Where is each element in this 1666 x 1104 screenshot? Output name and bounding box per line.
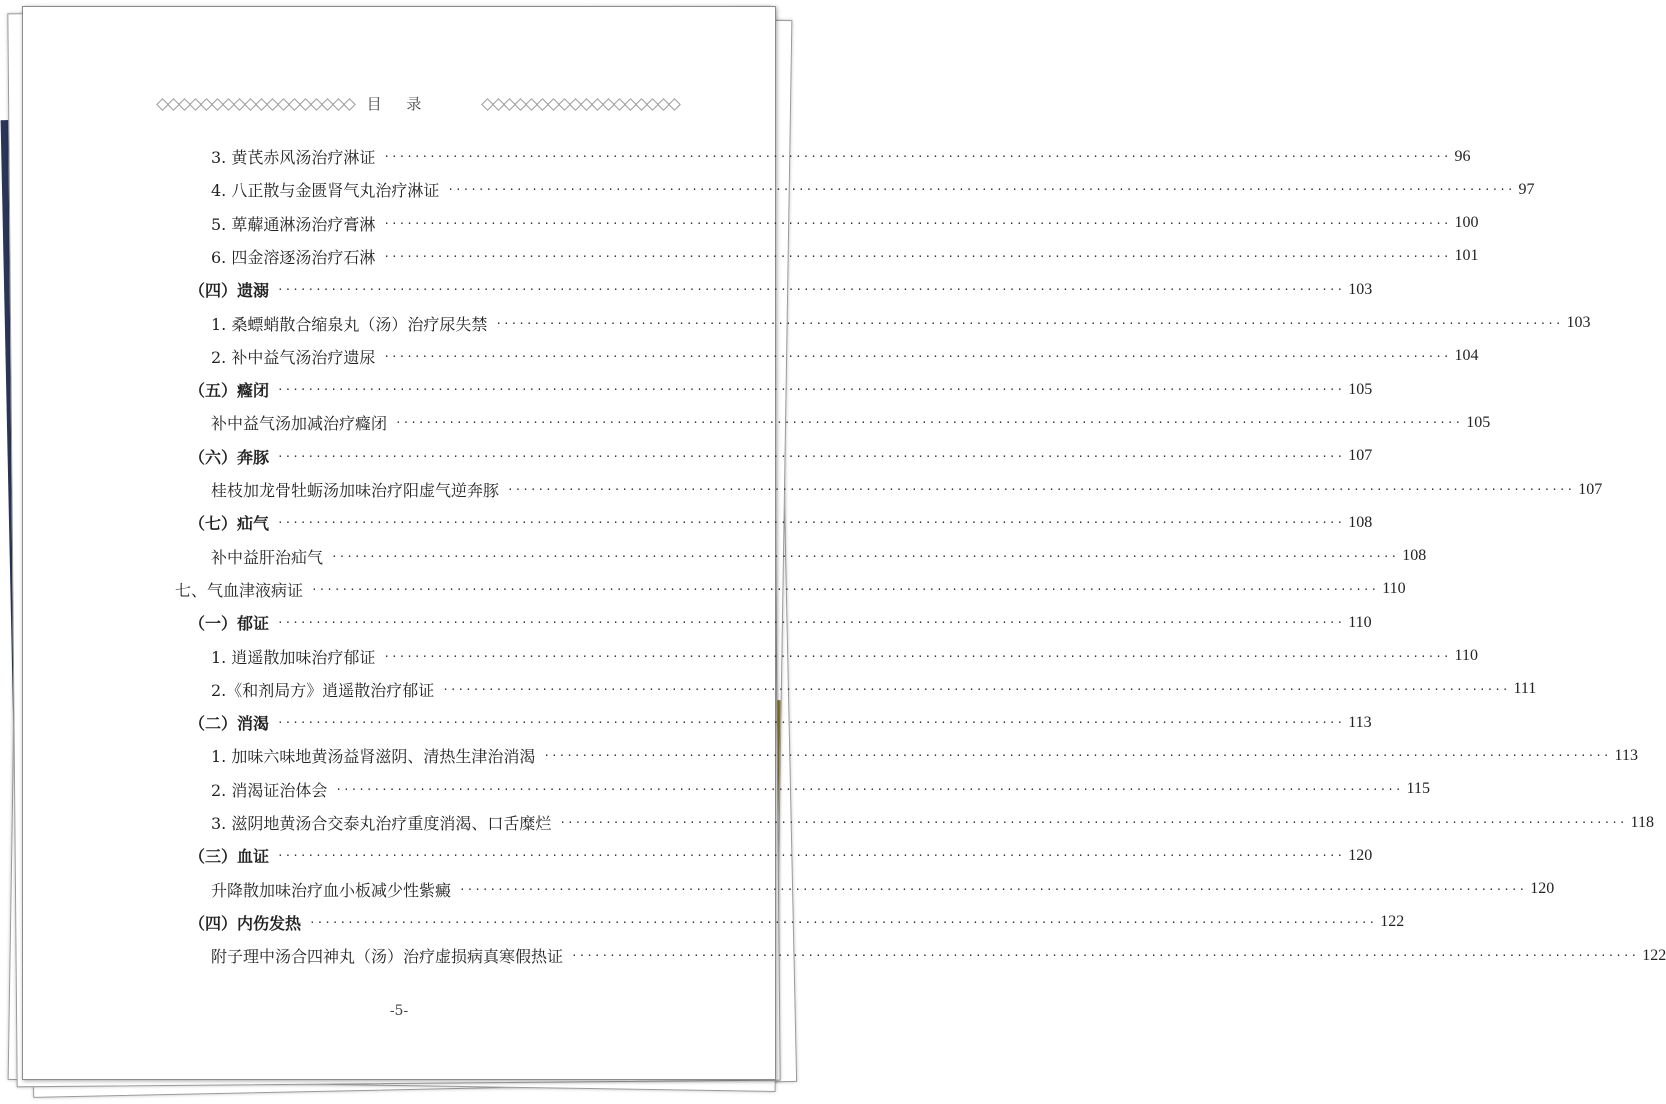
toc-entry-page: 113 (1348, 713, 1372, 731)
leader-dots: ············································································································································ (383, 349, 1451, 363)
toc-entry[interactable] (211, 473, 1603, 506)
toc-entry-title: 桂枝加龙骨牡蛎汤加味治疗阳虚气逆奔豚 (211, 481, 500, 500)
toc-entry-page: 120 (1530, 880, 1555, 898)
leader-dots: ············································································································································ (277, 849, 1345, 863)
toc-entry-page: 105 (1348, 380, 1373, 398)
toc-entry[interactable] (211, 307, 1591, 340)
leader-dots: ············································································································································ (383, 249, 1451, 263)
toc-entry-title: 5. 萆薢通淋汤治疗膏淋 (211, 214, 376, 234)
toc-entry[interactable] (211, 806, 1654, 839)
leader-dots: ············································································································································ (507, 483, 1575, 496)
toc-entry[interactable] (211, 140, 1471, 173)
leader-dots: ············································································································································ (309, 915, 1377, 929)
toc-entry-title: （三）血证 (189, 847, 270, 867)
toc-entry-page: 115 (1406, 780, 1430, 798)
page-header (23, 93, 775, 117)
toc-entry-page: 103 (1348, 280, 1373, 298)
toc-entry-title: （四）内伤发热 (189, 913, 302, 933)
toc-entry[interactable] (175, 573, 1406, 606)
toc-entry[interactable] (211, 939, 1666, 972)
leader-dots: ············································································································································ (442, 682, 1510, 696)
toc-entry-title: 4. 八正散与金匮肾气丸治疗淋证 (211, 181, 440, 201)
toc-entry-page: 122 (1380, 913, 1405, 931)
leader-dots: ············································································································································ (277, 616, 1345, 630)
toc-entry-page: 96 (1454, 147, 1471, 165)
toc-entry[interactable] (211, 406, 1491, 439)
page-title: 目 录 (366, 95, 432, 113)
leader-dots: ············································································································································ (277, 449, 1345, 463)
toc-entry-title: 2.《和剂局方》逍遥散治疗郁证 (211, 680, 435, 700)
toc-entry-title: 2. 消渴证治体会 (211, 780, 328, 800)
toc-entry-title: 1. 逍遥散加味治疗郁证 (211, 647, 376, 667)
toc-entry[interactable] (189, 839, 1373, 872)
toc-entry-title: （五）癃闭 (189, 381, 270, 401)
toc-entry[interactable] (189, 373, 1373, 406)
toc-entry-page: 107 (1578, 480, 1603, 498)
toc-entry-title: 补中益气汤加减治疗癃闭 (211, 414, 388, 434)
toc-entry-title: （六）奔豚 (189, 447, 270, 467)
toc-entry-title: 1. 加味六味地黄汤益肾滋阴、清热生津治消渴 (211, 747, 536, 767)
toc-entry-page: 101 (1454, 247, 1479, 265)
toc-entry-title: 升降散加味治疗血小板减少性紫癜 (211, 880, 452, 900)
toc-entry-title: 七、气血津液病证 (175, 580, 304, 600)
toc-entry[interactable] (211, 773, 1430, 806)
leader-dots: ············································································································································ (277, 516, 1345, 530)
leader-dots: ············································································································································ (277, 383, 1345, 397)
leader-dots: ············································································································································ (311, 582, 1379, 596)
toc-entry-page: 100 (1454, 214, 1479, 232)
toc-entry-title: （四）遗溺 (189, 281, 270, 301)
toc-entry[interactable] (189, 606, 1372, 639)
toc-entry-title: 6. 四金溶逐汤治疗石淋 (211, 247, 376, 267)
toc-entry[interactable] (189, 906, 1405, 939)
leader-dots: ············································································································································ (277, 716, 1345, 730)
toc-entry-title: 1. 桑螵蛸散合缩泉丸（汤）治疗尿失禁 (211, 314, 488, 334)
leader-dots: ············································································································································ (559, 816, 1627, 829)
toc-page (22, 6, 1666, 1080)
toc-entry[interactable] (211, 207, 1479, 240)
toc-entry-page: 120 (1348, 846, 1373, 864)
toc-entry-title: 2. 补中益气汤治疗遗尿 (211, 347, 376, 367)
toc-entry-title: 3. 滋阴地黄汤合交泰丸治疗重度消渴、口舌糜烂 (211, 814, 552, 833)
toc-entry[interactable] (211, 540, 1427, 573)
toc-entry[interactable] (189, 506, 1373, 539)
toc-entry-page: 122 (1642, 946, 1666, 964)
toc-entry-page: 118 (1630, 813, 1654, 831)
diamond-ornament-icon (483, 100, 679, 110)
toc-entry-title: 3. 黄芪赤风汤治疗淋证 (211, 148, 376, 167)
toc-entry-page: 110 (1454, 647, 1478, 664)
toc-entry-page: 97 (1518, 180, 1535, 198)
toc-entry-title: 附子理中汤合四神丸（汤）治疗虚损病真寒假热证 (211, 947, 564, 967)
toc-entry[interactable] (211, 340, 1479, 373)
toc-entry-title: （二）消渴 (189, 714, 270, 734)
toc-entry[interactable] (211, 640, 1478, 673)
toc-entry[interactable] (211, 739, 1638, 772)
toc-entry[interactable] (211, 673, 1537, 706)
toc-entry-page: 103 (1566, 314, 1591, 331)
leader-dots: ············································································································································ (335, 782, 1403, 796)
toc-entry[interactable] (211, 873, 1555, 906)
page-number: -5- (389, 1003, 409, 1019)
leader-dots: ············································································································································ (383, 150, 1451, 163)
toc-entry[interactable] (189, 273, 1373, 306)
leader-dots: ············································································································································ (383, 649, 1451, 663)
leader-dots: ············································································································································ (543, 749, 1611, 763)
leader-dots: ············································································································································ (331, 549, 1399, 563)
toc-entry-page: 105 (1466, 413, 1491, 431)
toc-entry-title: （七）疝气 (189, 514, 270, 534)
toc-entry-page: 111 (1513, 680, 1537, 698)
toc-entry[interactable] (189, 440, 1373, 473)
toc-entry-title: 补中益肝治疝气 (211, 547, 324, 567)
toc-entry-page: 110 (1348, 613, 1372, 631)
toc-entry-title: （一）郁证 (189, 614, 270, 634)
toc-entry-page: 104 (1454, 347, 1479, 365)
leader-dots: ············································································································································ (277, 283, 1345, 297)
toc-entry-page: 108 (1348, 513, 1373, 531)
toc-entry[interactable] (211, 173, 1535, 206)
leader-dots: ············································································································································ (459, 882, 1527, 896)
toc-entry-page: 108 (1402, 547, 1427, 565)
toc-entry-page: 113 (1614, 746, 1638, 764)
toc-entry-page: 110 (1382, 580, 1406, 598)
toc-entry-page: 107 (1348, 447, 1373, 465)
toc-entry[interactable] (211, 240, 1479, 273)
leader-dots: ············································································································································ (447, 183, 1515, 197)
leader-dots: ············································································································································ (495, 316, 1563, 330)
toc-entry[interactable] (189, 706, 1372, 739)
leader-dots: ············································································································································ (571, 949, 1639, 963)
leader-dots: ············································································································································ (395, 416, 1463, 430)
leader-dots: ············································································································································ (383, 216, 1451, 230)
